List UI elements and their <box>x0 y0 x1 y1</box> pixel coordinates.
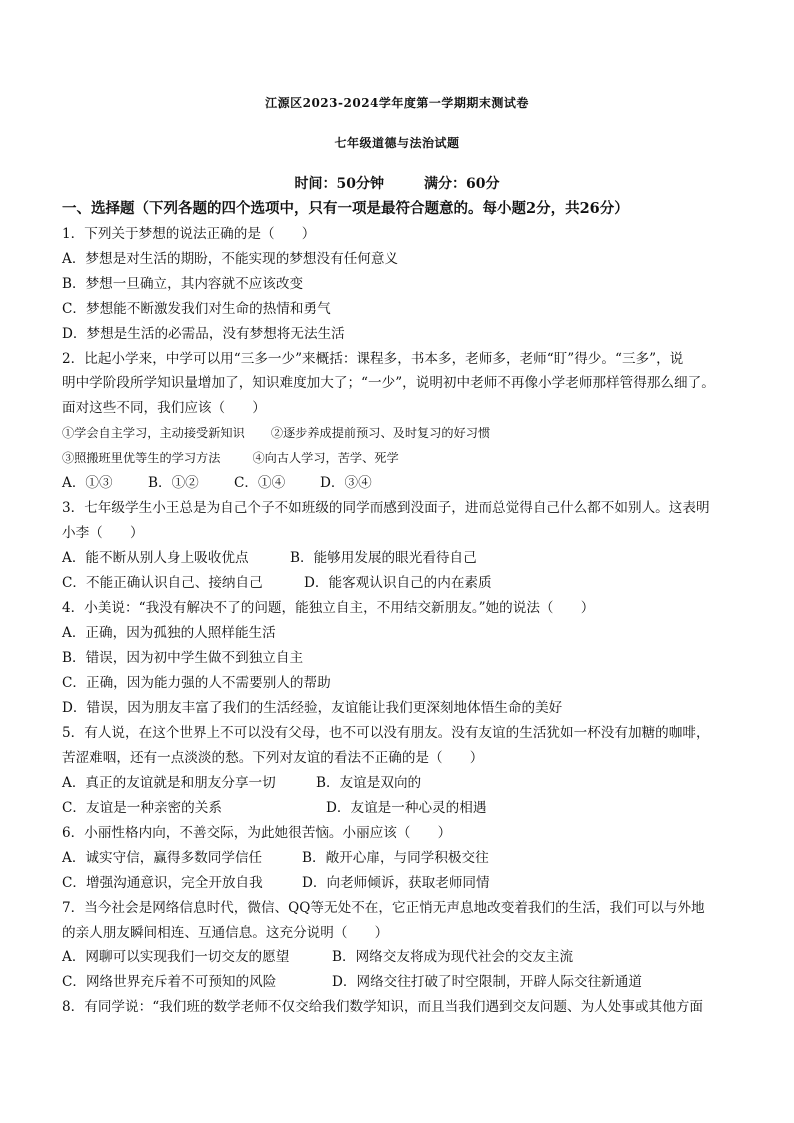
q2-statements-row2 <box>62 449 399 467</box>
q2-statement-3: ③照搬班里优等生的学习方法 <box>62 451 221 465</box>
q6-option-b: B．敞开心扉，与同学积极交往 <box>302 850 489 866</box>
q6-stem: 6．小丽性格内向，不善交际，为此她很苦恼。小丽应该（ ） <box>62 825 452 841</box>
q2-stem-line3: 面对这些不同，我们应该（ ） <box>62 400 266 416</box>
exam-time: 时间：50分钟 <box>294 176 384 192</box>
q6-options-row1 <box>62 849 489 867</box>
q4-option-b: B．错误，因为初中学生做不到独立自主 <box>62 650 304 666</box>
q2-statements-row1 <box>62 424 490 442</box>
q2-option-b: B．①② <box>148 475 199 491</box>
q2-option-c: C．①④ <box>234 475 286 491</box>
exam-subtitle: 七年级道德与法治试题 <box>334 136 460 150</box>
q7-options-row2 <box>62 973 642 991</box>
q1-option-c: C．梦想能不断激发我们对生命的热情和勇气 <box>62 301 331 317</box>
q2-options <box>62 474 372 492</box>
q5-option-d: D．友谊是一种心灵的相遇 <box>326 800 487 816</box>
q4-option-c: C．正确，因为能力强的人不需要别人的帮助 <box>62 675 331 691</box>
q7-option-b: B．网络交友将成为现代社会的交友主流 <box>332 949 574 965</box>
q1-option-a: A．梦想是对生活的期盼，不能实现的梦想没有任何意义 <box>62 251 399 267</box>
exam-score: 满分：60分 <box>424 176 500 192</box>
q5-option-a: A．真正的友谊就是和朋友分享一切 <box>62 775 276 791</box>
q3-options-row1 <box>62 549 477 567</box>
q2-statement-4: ④向古人学习，苦学、死学 <box>252 451 399 465</box>
q3-stem-line2: 小李（ ） <box>62 525 144 541</box>
q8-stem-line1: 8．有同学说：“我们班的数学老师不仅交给我们数学知识，而且当我们遇到交友问题、为人处事或其他方面 <box>62 999 703 1015</box>
q1-stem: 1．下列关于梦想的说法正确的是（ ） <box>62 226 316 242</box>
q2-statement-2: ②逐步养成提前预习、及时复习的好习惯 <box>270 426 491 440</box>
q5-option-c: C．友谊是一种亲密的关系 <box>62 800 222 816</box>
q2-statement-1: ①学会自主学习，主动接受新知识 <box>62 426 245 440</box>
q3-option-d: D．能客观认识自己的内在素质 <box>304 575 492 591</box>
q5-stem-line2: 苦涩难咽，还有一点淡淡的愁。下列对友谊的看法不正确的是（ ） <box>62 750 484 766</box>
q7-options-row1 <box>62 948 573 966</box>
q6-option-a: A．诚实守信，赢得多数同学信任 <box>62 850 263 866</box>
q1-option-d: D．梦想是生活的必需品，没有梦想将无法生活 <box>62 326 345 342</box>
q5-options-row2 <box>62 799 486 817</box>
q4-stem: 4．小美说：“我没有解决不了的问题，能独立自主，不用结交新朋友。”她的说法（ ） <box>62 600 595 616</box>
q4-option-d: D．错误，因为朋友丰富了我们的生活经验，友谊能让我们更深刻地体悟生命的美好 <box>62 700 563 716</box>
exam-meta <box>0 173 794 193</box>
q2-stem-line1: 2．比起小学来，中学可以用“三多一少”来概括：课程多，书本多，老师多，老师“盯”得少。“三多”，说 <box>62 351 684 367</box>
q2-option-a: A．①③ <box>62 475 113 491</box>
q2-stem-line2: 明中学阶段所学知识量增加了，知识难度加大了；“一少”，说明初中老师不再像小学老师那样管得那么细了。 <box>62 375 715 391</box>
q6-option-c: C．增强沟通意识，完全开放自我 <box>62 875 263 891</box>
q2-option-d: D．③④ <box>320 475 372 491</box>
q5-stem-line1: 5．有人说，在这个世界上不可以没有父母，也不可以没有朋友。没有友谊的生活犹如一杯没有加糖的咖啡， <box>62 725 710 741</box>
q7-option-a: A．网聊可以实现我们一切交友的愿望 <box>62 949 290 965</box>
q1-option-b: B．梦想一旦确立，其内容就不应该改变 <box>62 276 304 292</box>
q7-stem-line1: 7．当今社会是网络信息时代，微信、QQ等无处不在，它正悄无声息地改变着我们的生活，我们可以与外地 <box>62 900 705 916</box>
q7-option-c: C．网络世界充斥着不可预知的风险 <box>62 974 277 990</box>
section-heading: 一、选择题（下列各题的四个选项中，只有一项是最符合题意的。每小题2分，共26分） <box>62 200 629 217</box>
q3-option-c: C．不能正确认识自己、接纳自己 <box>62 575 263 591</box>
q5-options-row1 <box>62 774 421 792</box>
q4-option-a: A．正确，因为孤独的人照样能生活 <box>62 625 276 641</box>
exam-title: 江源区2023-2024学年度第一学期期末测试卷 <box>265 96 529 110</box>
q7-option-d: D．网络交往打破了时空限制，开辟人际交往新通道 <box>332 974 642 990</box>
q7-stem-line2: 的亲人朋友瞬间相连、互通信息。这充分说明（ ） <box>62 925 389 941</box>
q6-options-row2 <box>62 874 490 892</box>
q3-option-a: A．能不断从别人身上吸收优点 <box>62 550 249 566</box>
q3-stem-line1: 3．七年级学生小王总是为自己个子不如班级的同学而感到没面子，进而总觉得自己什么都不如别人。这表明 <box>62 500 710 516</box>
q3-option-b: B．能够用发展的眼光看待自己 <box>290 550 477 566</box>
q5-option-b: B．友谊是双向的 <box>316 775 422 791</box>
q3-options-row2 <box>62 574 492 592</box>
q6-option-d: D．向老师倾诉，获取老师同情 <box>302 875 490 891</box>
